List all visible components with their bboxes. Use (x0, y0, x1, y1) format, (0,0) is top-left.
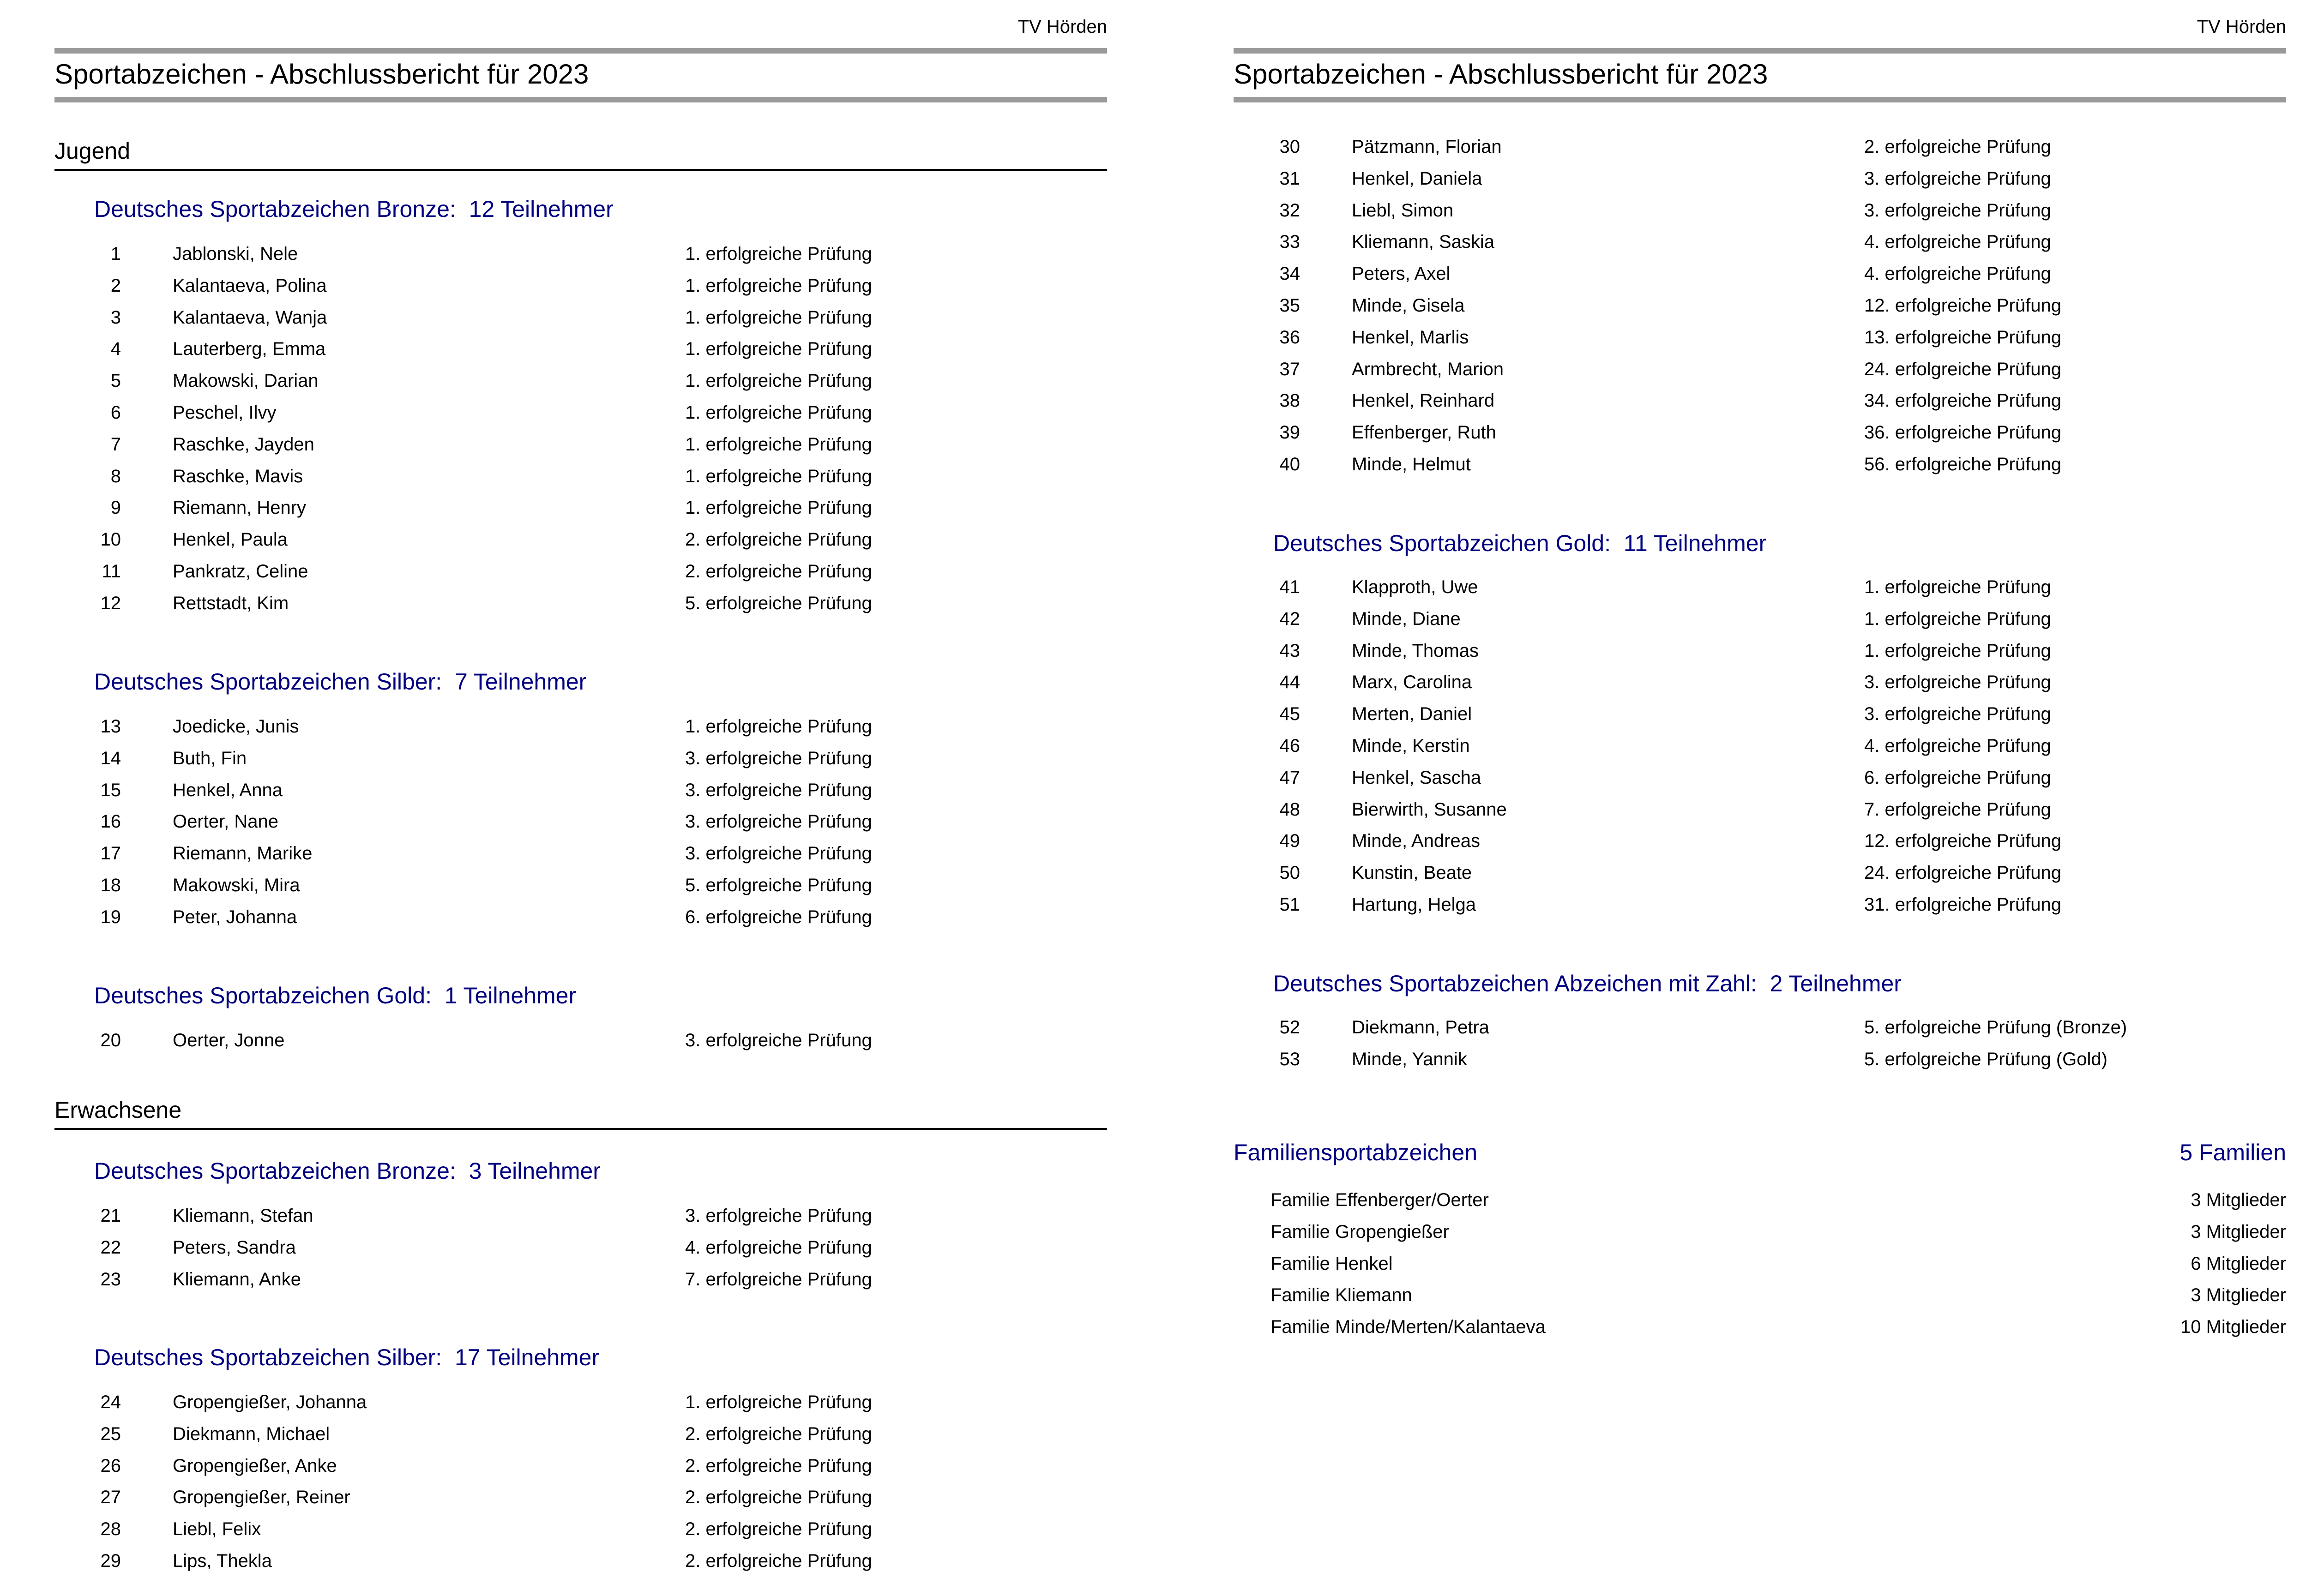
participant-result: 31. erfolgreiche Prüfung (1864, 894, 2061, 915)
participant-number: 3 (110, 307, 121, 328)
section-title-erw-bronze: Deutsches Sportabzeichen Bronze: 3 Teilnehmer (94, 1158, 601, 1184)
participant-result: 3. erfolgreiche Prüfung (685, 1030, 872, 1050)
participant-row (54, 1030, 1107, 1062)
participant-row (1234, 863, 2286, 894)
participant-result: 1. erfolgreiche Prüfung (685, 716, 872, 737)
participant-result: 6. erfolgreiche Prüfung (1864, 767, 2051, 788)
section-title-erw-silber: Deutsches Sportabzeichen Silber: 17 Teilnehmer (94, 1344, 600, 1370)
participant-result: 5. erfolgreiche Prüfung (Gold) (1864, 1049, 2107, 1069)
participant-number: 4 (110, 339, 121, 360)
participant-number: 11 (102, 561, 121, 582)
participant-row (1234, 768, 2286, 799)
participant-row (54, 244, 1107, 276)
participant-number: 17 (100, 843, 121, 864)
participant-name: Makowski, Mira (173, 875, 300, 895)
participant-result: 24. erfolgreiche Prüfung (1864, 863, 2061, 883)
family-name: Familie Gropengießer (1270, 1221, 1449, 1242)
participant-name: Pankratz, Celine (173, 561, 308, 582)
participant-name: Minde, Diane (1352, 608, 1461, 629)
participant-result: 1. erfolgreiche Prüfung (685, 244, 872, 264)
rows-jugend-gold (54, 1030, 1107, 1062)
title-rule-top (1234, 48, 2286, 54)
participant-row (54, 402, 1107, 434)
participant-number: 5 (110, 371, 121, 391)
participant-result: 2. erfolgreiche Prüfung (1864, 137, 2051, 157)
participant-result: 1. erfolgreiche Prüfung (685, 339, 872, 360)
section-title-jugend-silber: Deutsches Sportabzeichen Silber: 7 Teilnehmer (94, 669, 587, 695)
participant-row (1234, 264, 2286, 295)
participant-result: 3. erfolgreiche Prüfung (1864, 704, 2051, 725)
report-title: Sportabzeichen - Abschlussbericht für 2023 (1234, 59, 1768, 90)
participant-name: Jablonski, Nele (173, 244, 298, 264)
participant-number: 28 (100, 1519, 121, 1540)
participant-row (54, 780, 1107, 812)
participant-name: Minde, Kerstin (1352, 735, 1470, 756)
participant-result: 36. erfolgreiche Prüfung (1864, 422, 2061, 443)
participant-number: 22 (100, 1237, 121, 1258)
family-name: Familie Minde/Merten/Kalantaeva (1270, 1317, 1546, 1338)
participant-number: 34 (1279, 264, 1300, 284)
participant-name: Minde, Andreas (1352, 831, 1480, 852)
participant-result: 2. erfolgreiche Prüfung (685, 1487, 872, 1508)
participant-name: Henkel, Paula (173, 529, 288, 550)
participant-name: Lauterberg, Emma (173, 339, 326, 360)
participant-result: 3. erfolgreiche Prüfung (685, 811, 872, 832)
participant-name: Henkel, Marlis (1352, 327, 1469, 348)
participant-row (1234, 295, 2286, 327)
participant-name: Oerter, Jonne (173, 1030, 285, 1050)
participant-result: 6. erfolgreiche Prüfung (685, 906, 872, 927)
participant-name: Raschke, Jayden (173, 434, 314, 455)
participant-number: 1 (110, 244, 121, 264)
participant-result: 2. erfolgreiche Prüfung (685, 1519, 872, 1540)
participant-row (54, 875, 1107, 907)
participant-row (54, 1206, 1107, 1237)
participant-name: Riemann, Marike (173, 843, 313, 864)
participant-number: 49 (1279, 831, 1300, 852)
participant-row (54, 843, 1107, 875)
participant-number: 24 (100, 1392, 121, 1412)
participant-name: Gropengießer, Anke (173, 1455, 337, 1476)
participant-name: Gropengießer, Reiner (173, 1487, 350, 1508)
participant-name: Henkel, Sascha (1352, 767, 1481, 788)
participant-result: 3. erfolgreiche Prüfung (1864, 672, 2051, 693)
participant-row (1234, 831, 2286, 863)
participant-number: 52 (1279, 1017, 1300, 1038)
participant-row (54, 1519, 1107, 1551)
participant-result: 1. erfolgreiche Prüfung (685, 498, 872, 518)
participant-row (54, 434, 1107, 466)
participant-row (1234, 672, 2286, 704)
participant-name: Buth, Fin (173, 748, 247, 768)
family-row (1234, 1254, 2286, 1285)
participant-row (54, 371, 1107, 402)
participant-result: 4. erfolgreiche Prüfung (685, 1237, 872, 1258)
participant-name: Gropengießer, Johanna (173, 1392, 367, 1412)
participant-number: 15 (100, 780, 121, 800)
participant-name: Minde, Helmut (1352, 454, 1471, 474)
participant-row (1234, 454, 2286, 486)
participant-result: 1. erfolgreiche Prüfung (685, 466, 872, 486)
family-row (1234, 1285, 2286, 1317)
participant-result: 5. erfolgreiche Prüfung (685, 875, 872, 895)
participant-name: Klapproth, Uwe (1352, 577, 1478, 597)
participant-result: 4. erfolgreiche Prüfung (1864, 264, 2051, 284)
club-name: TV Hörden (1018, 17, 1107, 37)
participant-row (1234, 327, 2286, 359)
participant-row (54, 1456, 1107, 1488)
participant-number: 35 (1279, 295, 1300, 316)
participant-result: 2. erfolgreiche Prüfung (685, 1550, 872, 1571)
participant-result: 1. erfolgreiche Prüfung (1864, 577, 2051, 597)
participant-number: 47 (1279, 767, 1300, 788)
section-title-jugend-bronze: Deutsches Sportabzeichen Bronze: 12 Teilnehmer (94, 196, 614, 222)
participant-result: 1. erfolgreiche Prüfung (685, 1392, 872, 1412)
family-row (1234, 1222, 2286, 1254)
participant-number: 12 (100, 593, 121, 613)
participant-name: Raschke, Mavis (173, 466, 303, 486)
participant-name: Hartung, Helga (1352, 894, 1476, 915)
participant-row (54, 1392, 1107, 1424)
family-row (1234, 1190, 2286, 1222)
rows-erw-gold (1234, 577, 2286, 926)
participant-result: 7. erfolgreiche Prüfung (1864, 799, 2051, 820)
participant-row (54, 339, 1107, 371)
participant-row (1234, 1017, 2286, 1049)
participant-name: Merten, Daniel (1352, 704, 1472, 725)
family-member-count: 6 Mitglieder (2191, 1253, 2286, 1274)
participant-row (54, 498, 1107, 529)
participant-number: 2 (110, 275, 121, 296)
participant-row (1234, 799, 2286, 831)
family-row (1234, 1317, 2286, 1349)
participant-name: Effenberger, Ruth (1352, 422, 1496, 443)
participant-name: Henkel, Reinhard (1352, 390, 1495, 411)
family-name: Familie Effenberger/Oerter (1270, 1190, 1489, 1210)
participant-name: Bierwirth, Susanne (1352, 799, 1507, 820)
participant-number: 18 (100, 875, 121, 895)
participant-result: 1. erfolgreiche Prüfung (685, 307, 872, 328)
participant-name: Riemann, Henry (173, 498, 307, 518)
family-section-title: Familiensportabzeichen (1234, 1140, 1478, 1165)
participant-row (1234, 200, 2286, 232)
participant-number: 10 (100, 529, 121, 550)
participant-result: 2. erfolgreiche Prüfung (685, 529, 872, 550)
participant-row (54, 307, 1107, 339)
rows-jugend-bronze (54, 244, 1107, 625)
participant-name: Kalantaeva, Polina (173, 275, 327, 296)
participant-name: Diekmann, Michael (173, 1423, 330, 1444)
participant-row (1234, 359, 2286, 391)
participant-result: 4. erfolgreiche Prüfung (1864, 735, 2051, 756)
participant-result: 5. erfolgreiche Prüfung (685, 593, 872, 613)
participant-result: 3. erfolgreiche Prüfung (685, 1206, 872, 1226)
section-title-erw-gold: Deutsches Sportabzeichen Gold: 11 Teilnehmer (1273, 530, 1767, 556)
participant-name: Peters, Axel (1352, 264, 1451, 284)
participant-result: 3. erfolgreiche Prüfung (1864, 168, 2051, 189)
participant-result: 13. erfolgreiche Prüfung (1864, 327, 2061, 348)
club-name: TV Hörden (2197, 17, 2286, 37)
report-page-left (54, 0, 1107, 1596)
participant-name: Minde, Gisela (1352, 295, 1465, 316)
participant-name: Lips, Thekla (173, 1550, 272, 1571)
participant-number: 16 (100, 811, 121, 832)
participant-result: 1. erfolgreiche Prüfung (1864, 640, 2051, 661)
family-member-count: 3 Mitglieder (2191, 1190, 2286, 1210)
family-member-count: 10 Mitglieder (2180, 1317, 2286, 1338)
participant-name: Joedicke, Junis (173, 716, 299, 737)
participant-number: 29 (100, 1550, 121, 1571)
participant-result: 1. erfolgreiche Prüfung (685, 371, 872, 391)
participant-result: 12. erfolgreiche Prüfung (1864, 295, 2061, 316)
participant-result: 2. erfolgreiche Prüfung (685, 1423, 872, 1444)
participant-result: 3. erfolgreiche Prüfung (685, 780, 872, 800)
participant-name: Kalantaeva, Wanja (173, 307, 327, 328)
participant-row (54, 716, 1107, 748)
participant-row (54, 593, 1107, 625)
participant-name: Liebl, Simon (1352, 200, 1454, 221)
participant-name: Kliemann, Saskia (1352, 232, 1495, 252)
participant-number: 48 (1279, 799, 1300, 820)
rows-erw-zahl (1234, 1017, 2286, 1081)
participant-row (54, 466, 1107, 498)
participant-row (1234, 641, 2286, 672)
participant-result: 1. erfolgreiche Prüfung (1864, 608, 2051, 629)
participant-name: Peters, Sandra (173, 1237, 296, 1258)
participant-result: 34. erfolgreiche Prüfung (1864, 390, 2061, 411)
participant-name: Minde, Yannik (1352, 1049, 1467, 1069)
participant-name: Makowski, Darian (173, 371, 319, 391)
participant-number: 38 (1279, 390, 1300, 411)
participant-result: 12. erfolgreiche Prüfung (1864, 831, 2061, 852)
participant-name: Henkel, Daniela (1352, 168, 1482, 189)
rows-erw-bronze (54, 1206, 1107, 1301)
report-title: Sportabzeichen - Abschlussbericht für 2023 (54, 59, 589, 90)
participant-number: 36 (1279, 327, 1300, 348)
participant-result: 3. erfolgreiche Prüfung (685, 748, 872, 768)
participant-row (1234, 168, 2286, 200)
participant-row (54, 1237, 1107, 1269)
participant-name: Minde, Thomas (1352, 640, 1479, 661)
participant-number: 9 (110, 498, 121, 518)
participant-name: Rettstadt, Kim (173, 593, 289, 613)
family-member-count: 3 Mitglieder (2191, 1285, 2286, 1306)
participant-result: 3. erfolgreiche Prüfung (1864, 200, 2051, 221)
group-heading-jugend: Jugend (54, 141, 1107, 171)
participant-number: 25 (100, 1423, 121, 1444)
participant-number: 37 (1279, 359, 1300, 379)
participant-number: 26 (100, 1455, 121, 1476)
participant-number: 19 (100, 906, 121, 927)
participant-row (54, 1269, 1107, 1301)
participant-result: 1. erfolgreiche Prüfung (685, 402, 872, 423)
title-rule-bottom (1234, 97, 2286, 102)
family-rows (1234, 1190, 2286, 1349)
participant-name: Henkel, Anna (173, 780, 283, 800)
participant-number: 43 (1279, 640, 1300, 661)
participant-row (1234, 1049, 2286, 1081)
participant-result: 5. erfolgreiche Prüfung (Bronze) (1864, 1017, 2127, 1038)
participant-row (54, 561, 1107, 593)
participant-row (1234, 390, 2286, 422)
participant-number: 44 (1279, 672, 1300, 693)
participant-result: 1. erfolgreiche Prüfung (685, 275, 872, 296)
participant-name: Liebl, Felix (173, 1519, 261, 1540)
family-member-count: 3 Mitglieder (2191, 1221, 2286, 1242)
participant-number: 51 (1279, 894, 1300, 915)
participant-result: 3. erfolgreiche Prüfung (685, 843, 872, 864)
participant-number: 39 (1279, 422, 1300, 443)
participant-result: 7. erfolgreiche Prüfung (685, 1269, 872, 1290)
family-name: Familie Kliemann (1270, 1285, 1412, 1306)
group-heading-erwachsene: Erwachsene (54, 1100, 1107, 1130)
participant-row (54, 748, 1107, 780)
participant-number: 30 (1279, 137, 1300, 157)
participant-number: 40 (1279, 454, 1300, 474)
participant-result: 4. erfolgreiche Prüfung (1864, 232, 2051, 252)
participant-row (1234, 736, 2286, 768)
participant-number: 13 (100, 716, 121, 737)
participant-result: 56. erfolgreiche Prüfung (1864, 454, 2061, 474)
participant-number: 33 (1279, 232, 1300, 252)
participant-number: 32 (1279, 200, 1300, 221)
participant-result: 24. erfolgreiche Prüfung (1864, 359, 2061, 379)
participant-number: 53 (1279, 1049, 1300, 1069)
participant-number: 31 (1279, 168, 1300, 189)
participant-row (1234, 609, 2286, 641)
participant-number: 23 (100, 1269, 121, 1290)
participant-row (54, 1424, 1107, 1456)
participant-name: Oerter, Nane (173, 811, 279, 832)
participant-number: 7 (110, 434, 121, 455)
participant-name: Marx, Carolina (1352, 672, 1472, 693)
participant-result: 1. erfolgreiche Prüfung (685, 434, 872, 455)
participant-number: 20 (100, 1030, 121, 1050)
title-rule-bottom (54, 97, 1107, 102)
participant-name: Kunstin, Beate (1352, 863, 1472, 883)
title-rule-top (54, 48, 1107, 54)
section-title-erw-zahl: Deutsches Sportabzeichen Abzeichen mit Zahl: 2 Teilnehmer (1273, 971, 1902, 996)
participant-number: 46 (1279, 735, 1300, 756)
participant-name: Peschel, Ilvy (173, 402, 277, 423)
family-section-heading (1234, 1139, 2286, 1166)
participant-row (1234, 894, 2286, 926)
participant-number: 21 (100, 1206, 121, 1226)
participant-row (54, 907, 1107, 939)
participant-row (54, 1487, 1107, 1519)
report-page-right (1234, 0, 2286, 1596)
participant-number: 50 (1279, 863, 1300, 883)
participant-number: 6 (110, 402, 121, 423)
participant-number: 27 (100, 1487, 121, 1508)
participant-result: 2. erfolgreiche Prüfung (685, 561, 872, 582)
participant-name: Armbrecht, Marion (1352, 359, 1504, 379)
participant-number: 41 (1279, 577, 1300, 597)
participant-row (1234, 704, 2286, 736)
participant-number: 8 (110, 466, 121, 486)
participant-row (1234, 422, 2286, 454)
rows-erw-silber (54, 1392, 1107, 1583)
family-total: 5 Familien (2180, 1140, 2286, 1165)
participant-row (1234, 577, 2286, 609)
participant-number: 14 (100, 748, 121, 768)
participant-name: Kliemann, Anke (173, 1269, 301, 1290)
participant-row (54, 529, 1107, 561)
participant-row (54, 1551, 1107, 1583)
participant-result: 2. erfolgreiche Prüfung (685, 1455, 872, 1476)
participant-number: 42 (1279, 608, 1300, 629)
participant-name: Diekmann, Petra (1352, 1017, 1489, 1038)
participant-name: Pätzmann, Florian (1352, 137, 1502, 157)
family-name: Familie Henkel (1270, 1253, 1393, 1274)
participant-name: Peter, Johanna (173, 906, 297, 927)
participant-row (54, 811, 1107, 843)
participant-row (1234, 137, 2286, 168)
participant-row (54, 276, 1107, 307)
rows-erw-silber-continued (1234, 137, 2286, 486)
participant-row (1234, 232, 2286, 264)
section-title-jugend-gold: Deutsches Sportabzeichen Gold: 1 Teilnehmer (94, 983, 577, 1008)
participant-name: Kliemann, Stefan (173, 1206, 313, 1226)
participant-number: 45 (1279, 704, 1300, 725)
rows-jugend-silber (54, 716, 1107, 939)
